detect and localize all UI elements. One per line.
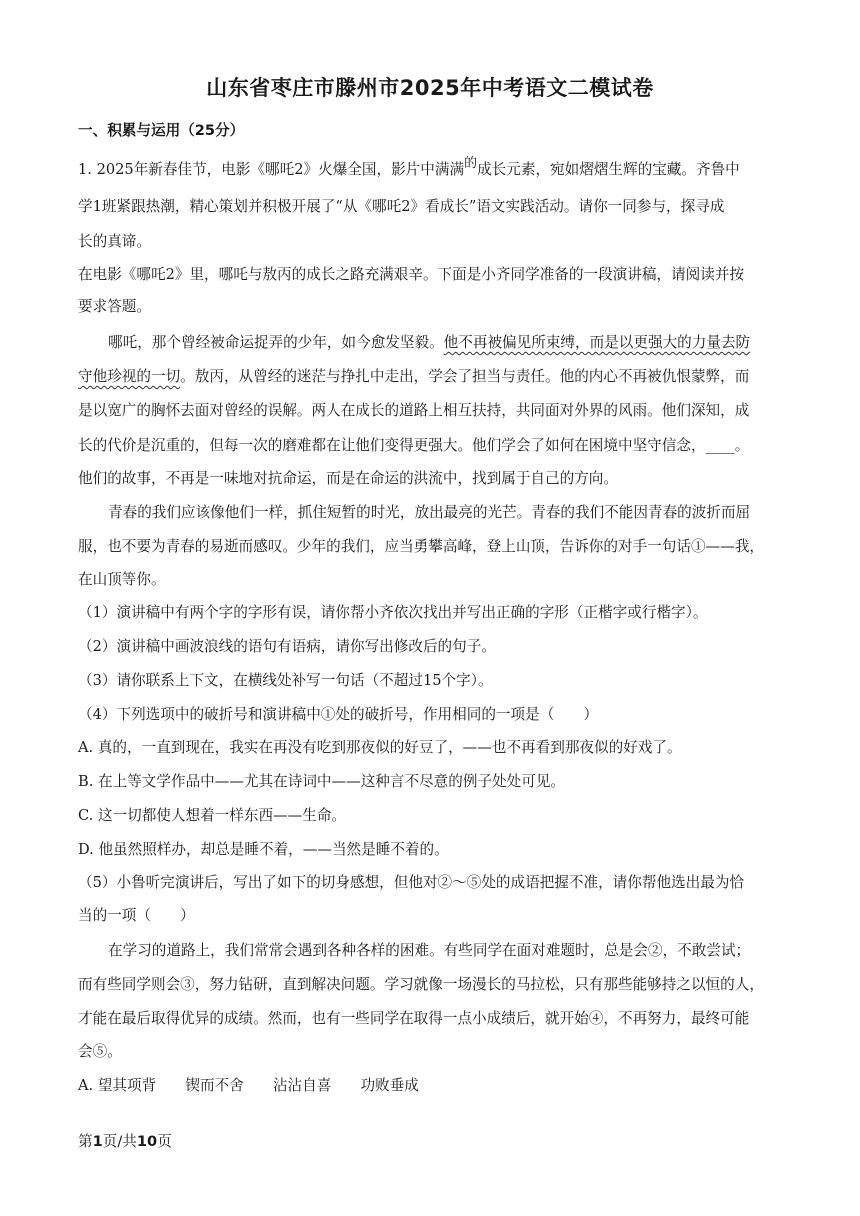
- option-a: A. 真的，一直到现在，我实在再没有吃到那夜似的好豆了，——也不再看到那夜似的好戏了。: [78, 739, 682, 756]
- sub-question-2: （2）演讲稿中画波浪线的语句有语病，请你写出修改后的句子。: [78, 638, 496, 655]
- sub-question-5-line-2: 当的一项（ ）: [78, 907, 195, 924]
- question-intro-line-1: [78, 156, 778, 181]
- sub-question-5-line-1: （5）小鲁听完演讲后，写出了如下的切身感想，但他对②～⑤处的成语把握不准，请你帮他选出最为恰: [78, 874, 745, 891]
- speech-text: 。敖丙，从曾经的迷茫与挣扎中走出，学会了担当与责任。他的内心不再被仇恨蒙弊，而: [180, 368, 750, 385]
- speech-p2-line-2: 服，也不要为青春的易逝而感叹。少年的我们，应当勇攀高峰，登上山顶，告诉你的对手一句话①——我，: [78, 538, 764, 555]
- question-intro-line-3: 长的真谛。: [78, 233, 151, 250]
- section-heading: 一、积累与运用（25分）: [78, 122, 245, 139]
- intro-text: 1. 2025年新春佳节，电影《哪吒2》火爆全国，影片中满满: [78, 161, 465, 178]
- speech-p1-line-3: 是以宽广的胸怀去面对曾经的误解。两人在成长的道路上相互扶持，共同面对外界的风雨。他们深知，成: [78, 402, 750, 419]
- speech-p1-line-4: 长的代价是沉重的，但每一次的磨难都在让他们变得更强大。他们学会了如何在困境中坚守信念，____。: [78, 437, 750, 454]
- question-intro-line-2: 学1班紧跟热潮，精心策划并积极开展了“从《哪吒2》看成长”语文实践活动。请你一同参与，探寻成: [78, 198, 725, 215]
- intro-text-cont: 成长元素，宛如熠熠生辉的宝藏。齐鲁中: [477, 161, 740, 178]
- speech-p1-line-2: [78, 367, 778, 387]
- reflection-line-1: 在学习的道路上，我们常常会遇到各种各样的困难。有些同学在面对难题时，总是会②，不敢尝试；: [108, 942, 751, 959]
- option-a-idioms: A. 望其项背 锲而不舍 沾沾自喜 功败垂成: [78, 1077, 419, 1094]
- speech-p2-line-1: 青春的我们应该像他们一样，抓住短暂的时光，放出最亮的光芒。青春的我们不能因青春的波折而屈: [108, 504, 751, 521]
- footer-mid: 页/共: [102, 1133, 137, 1150]
- footer-suffix: 页: [157, 1133, 172, 1150]
- speech-text: 哪吒，那个曾经被命运捉弄的少年，如今愈发坚毅。: [108, 334, 444, 351]
- wavy-underlined-sentence-cont: 守他珍视的一切: [78, 368, 181, 385]
- current-page-number: 1: [92, 1133, 103, 1150]
- option-c: C. 这一切都使人想着一样东西——生命。: [78, 807, 347, 824]
- sub-question-4: （4）下列选项中的破折号和演讲稿中①处的破折号，作用相同的一项是（ ）: [78, 706, 599, 723]
- option-d: D. 他虽然照样办，却总是睡不着，——当然是睡不着的。: [78, 841, 449, 858]
- wavy-underlined-sentence: 他不再被偏见所束缚，而是以更强大的力量去防: [443, 334, 751, 351]
- sub-question-3: （3）请你联系上下文，在横线处补写一句话（不超过15个字）。: [78, 672, 493, 689]
- speech-p1-line-1: [108, 333, 778, 353]
- sub-question-1: （1）演讲稿中有两个字的字形有误，请你帮小齐依次找出并写出正确的字形（正楷字或行楷字）。: [78, 604, 708, 621]
- reflection-line-2: 而有些同学则会③，努力钻研，直到解决问题。学习就像一场漫长的马拉松，只有那些能够持之以恒的人，: [78, 976, 764, 993]
- material-intro-line-1: 在电影《哪吒2》里，哪吒与敖丙的成长之路充满艰辛。下面是小齐同学准备的一段演讲稿，请阅读并按: [78, 266, 745, 283]
- footer-prefix: 第: [78, 1133, 93, 1150]
- page-title: 山东省枣庄市滕州市2025年中考语文二模试卷: [206, 76, 654, 100]
- speech-p1-line-5: 他们的故事，不再是一味地对抗命运，而是在命运的洪流中，找到属于自己的方向。: [78, 470, 618, 487]
- material-intro-line-2: 要求答题。: [78, 298, 151, 315]
- page-footer: [78, 1130, 172, 1151]
- reflection-line-4: 会⑤。: [78, 1043, 122, 1060]
- superscript-char: 的: [464, 156, 478, 171]
- total-pages-number: 10: [136, 1133, 158, 1150]
- option-b: B. 在上等文学作品中——尤其在诗词中——这种言不尽意的例子处处可见。: [78, 773, 566, 790]
- reflection-line-3: 才能在最后取得优异的成绩。然而，也有一些同学在取得一点小成绩后，就开始④，不再努力，最终可能: [78, 1010, 750, 1027]
- speech-p2-line-3: 在山顶等你。: [78, 571, 166, 588]
